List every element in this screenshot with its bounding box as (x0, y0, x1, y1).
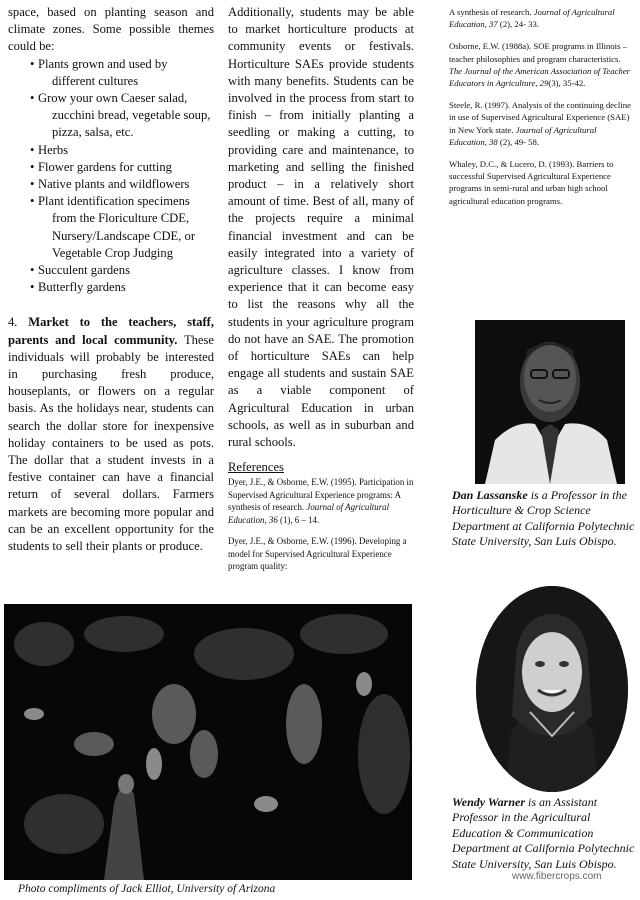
column-2 (228, 4, 414, 581)
reference-entry: Osborne, E.W. (1988a). SOE programs in Illinois – teacher philosophies and program characteristics. The Journal of the American Association of Teacher Educators in Agriculture, 29(3), 35-42. (449, 41, 631, 89)
list-item: • Succulent gardens (30, 262, 214, 279)
author-portrait-lassanske (475, 320, 625, 484)
author-name: Wendy Warner (452, 795, 526, 809)
list-item: • Butterfly gardens (30, 279, 214, 296)
body-paragraph: Additionally, students may be able to market horticulture products at community events or festivals. Horticulture SAEs provide students with many benefits. Students can be involved in the process from start to finish – from initially planting a seedling or making a cutting, to providing care and maintenance, to marketing and selling the finished product – in a relatively short amount of time. Best of all, many of the projects require a minimal financial investment and can be easily integrated into a variety of agriculture classes. I know from experience that it can become easy to list the reasons why all the students in your agriculture program do not have an SAE. The promotion of horticulture SAEs can help engage all students and sustain SAE as a viable component of Agricultural Education in urban schools, as well as in suburban and rural schools. (228, 5, 414, 450)
item-4-body: These individuals will probably be interested in purchasing fresh produce, houseplants, or flowers on a regular basis. As the holidays near, students can search the dollar store for inexpensive holiday containers to be used as pots. The dollar that a student invests in a festive container can have a financial return of several dollars. Farmers markets are becoming more popular and can be an excellent opportunity for the students to sell their plants or produce. (8, 332, 215, 554)
list-item: • Plants grown and used by different cultures (30, 56, 214, 90)
photo-caption: Photo compliments of Jack Elliot, University of Arizona (18, 883, 276, 895)
list-item: • Grow your own Caeser salad, zucchini bread, vegetable soup, pizza, salsa, etc. (30, 90, 214, 142)
item-4-number: 4. (8, 315, 18, 330)
intro-paragraph: space, based on planting season and climate zones. Some possible themes could be: (8, 5, 214, 54)
reference-entry: Steele, R. (1997). Analysis of the continuing decline in use of Supervised Agricultural Experience (SAE) in New York state. Journal of Agricultural Education, 38 (2), 49- 58. (449, 100, 631, 147)
author-bio-lassanske: Dan Lassanske is a Professor in the Horticulture & Crop Science Department at California Polytechnic State University, San Luis Obispo. (452, 488, 635, 549)
item-4-heading: Market to the teachers, staff, parents and local community. (8, 315, 214, 347)
list-item: • Native plants and wildflowers (30, 176, 214, 193)
author-name: Dan Lassanske (452, 488, 528, 502)
item-4-paragraph (8, 314, 214, 555)
author-bio-warner: Wendy Warner is an Assistant Professor in the Agricultural Education & Communication Department at California Polytechnic State University, San Luis Obispo. (452, 795, 635, 871)
list-item: • Herbs (30, 142, 214, 159)
reference-entry: Whaley, D.C., & Lucero, D. (1993). Barriers to successful Supervised Agricultural Experience programs in semi-rural and urban high school agricultural education programs. (449, 159, 614, 206)
watermark: www.fibercrops.com (512, 871, 602, 882)
list-item: • Plant identification specimens from the Floriculture CDE, Nursery/Landscape CDE, or Vegetable Crop Judging (30, 193, 214, 262)
column-1 (8, 4, 214, 555)
reference-entry: Dyer, J.E., & Osborne, E.W. (1996). Developing a model for Supervised Agricultural Experience program quality: (228, 536, 407, 571)
garden-photo (4, 604, 412, 880)
column-3-references (449, 6, 635, 217)
list-item: • Flower gardens for cutting (30, 159, 214, 176)
references-heading: References (228, 460, 284, 475)
author-portrait-warner (476, 586, 628, 792)
reference-entry: A synthesis of research. Journal of Agricultural Education, 37 (2), 24- 33. (449, 7, 615, 30)
reference-entry: Dyer, J.E., & Osborne, E.W. (1995). Participation in Supervised Agricultural Experience programs: A synthesis of research. Journal of Agricultural Education, 36 (1), 6 – 14. (228, 477, 414, 525)
themes-list (8, 56, 214, 297)
